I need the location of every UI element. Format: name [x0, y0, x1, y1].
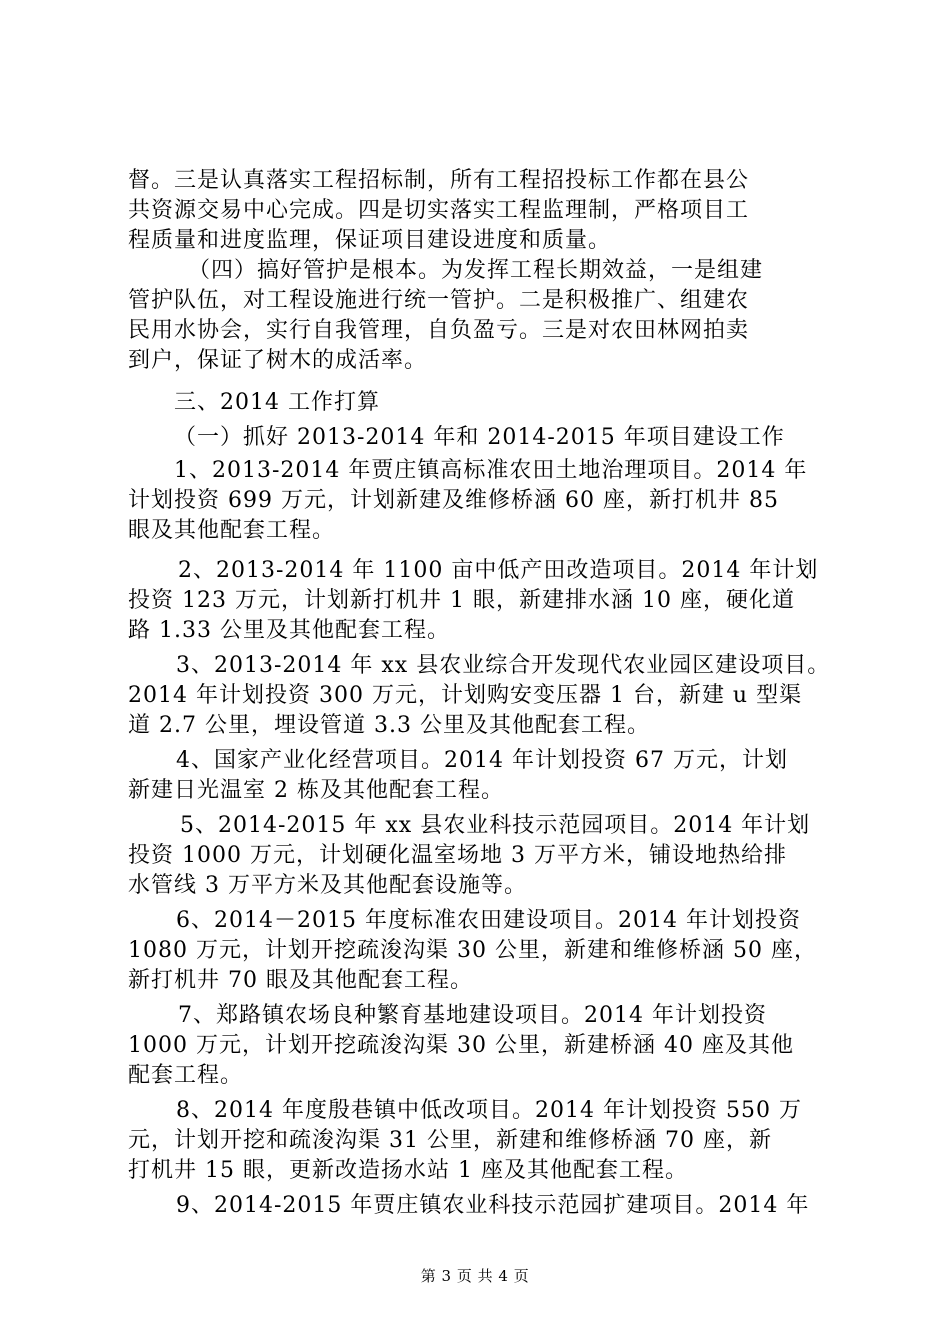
text-line: 水管线 3 万平方米及其他配套设施等。 — [128, 873, 527, 898]
text-line: 投资 1000 万元，计划硬化温室场地 3 万平方米，铺设地热给排 — [128, 843, 787, 868]
text-line: 4、国家产业化经营项目。2014 年计划投资 67 万元，计划 — [176, 748, 788, 773]
text-line: 计划投资 699 万元，计划新建及维修桥涵 60 座，新打机井 85 — [128, 488, 779, 513]
text-line: 打机井 15 眼，更新改造扬水站 1 座及其他配套工程。 — [128, 1158, 688, 1183]
page-footer: 第 3 页 共 4 页 — [420, 1267, 530, 1285]
text-line: 7、郑路镇农场良种繁育基地建设项目。2014 年计划投资 — [178, 1003, 767, 1028]
text-line: 新建日光温室 2 栋及其他配套工程。 — [128, 778, 504, 803]
text-line: 程质量和进度监理，保证项目建设进度和质量。 — [128, 228, 612, 253]
text-line: 1000 万元，计划开挖疏浚沟渠 30 公里，新建桥涵 40 座及其他 — [128, 1033, 794, 1058]
text-line: （四）搞好管护是根本。为发挥工程长期效益，一是组建 — [188, 258, 764, 283]
section-heading: 三、2014 工作打算 — [174, 390, 380, 415]
text-line: 配套工程。 — [128, 1063, 244, 1088]
text-line: 民用水协会，实行自我管理，自负盈亏。三是对农田林网拍卖 — [128, 318, 750, 343]
subsection-heading: （一）抓好 2013-2014 年和 2014-2015 年项目建设工作 — [174, 425, 785, 450]
text-line: 新打机井 70 眼及其他配套工程。 — [128, 968, 473, 993]
text-line: 管护队伍，对工程设施进行统一管护。二是积极推广、组建农 — [128, 288, 750, 313]
text-line: 投资 123 万元，计划新打机井 1 眼，新建排水涵 10 座，硬化道 — [128, 588, 795, 613]
text-line: 1080 万元，计划开挖疏浚沟渠 30 公里，新建和维修桥涵 50 座， — [128, 938, 817, 963]
text-line: 5、2014-2015 年 xx 县农业科技示范园项目。2014 年计划 — [180, 813, 811, 838]
text-line: 8、2014 年度殷巷镇中低改项目。2014 年计划投资 550 万 — [176, 1098, 802, 1123]
text-line: 9、2014-2015 年贾庄镇农业科技示范园扩建项目。2014 年 — [176, 1193, 810, 1218]
text-line: 2、2013-2014 年 1100 亩中低产田改造项目。2014 年计划 — [178, 558, 819, 583]
text-line: 1、2013-2014 年贾庄镇高标准农田土地治理项目。2014 年 — [174, 458, 808, 483]
text-line: 路 1.33 公里及其他配套工程。 — [128, 618, 450, 643]
text-line: 到户，保证了树木的成活率。 — [128, 348, 428, 373]
text-line: 2014 年计划投资 300 万元，计划购安变压器 1 台，新建 u 型渠 — [128, 683, 803, 708]
text-line: 眼及其他配套工程。 — [128, 518, 336, 543]
text-line: 共资源交易中心完成。四是切实落实工程监理制，严格项目工 — [128, 198, 750, 223]
text-line: 督。三是认真落实工程招标制，所有工程招投标工作都在县公 — [128, 168, 750, 193]
text-line: 3、2013-2014 年 xx 县农业综合开发现代农业园区建设项目。 — [176, 653, 831, 678]
text-line: 6、2014－2015 年度标准农田建设项目。2014 年计划投资 — [176, 908, 801, 933]
text-line: 道 2.7 公里，埋设管道 3.3 公里及其他配套工程。 — [128, 713, 650, 738]
text-line: 元，计划开挖和疏浚沟渠 31 公里，新建和维修桥涵 70 座，新 — [128, 1128, 772, 1153]
